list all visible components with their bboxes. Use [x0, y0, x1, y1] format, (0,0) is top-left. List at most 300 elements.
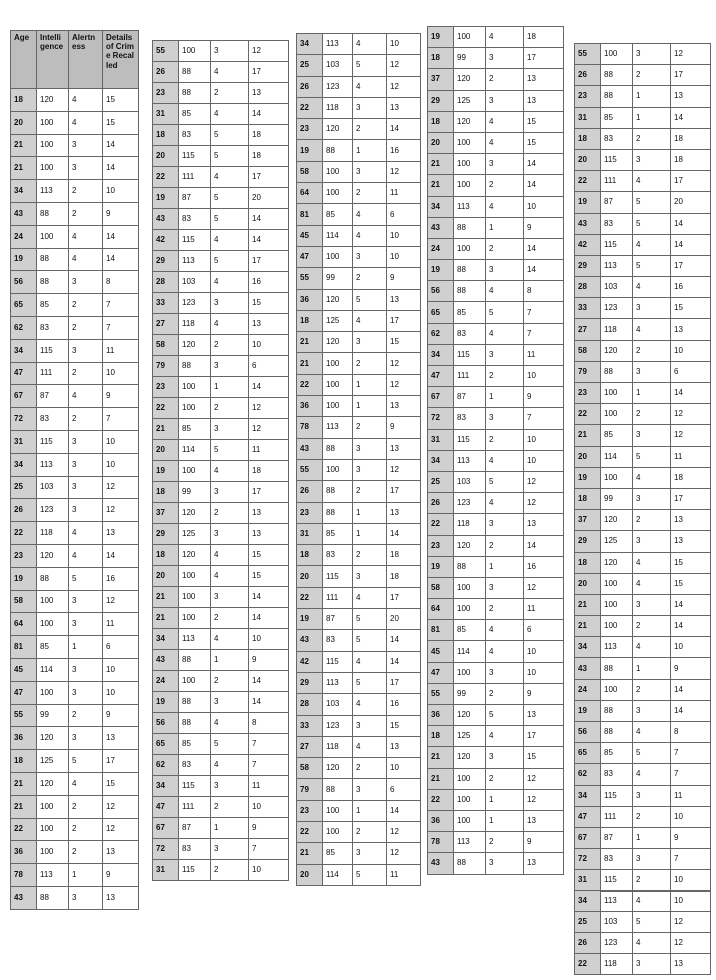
cell-details-recalled: 9 — [249, 818, 289, 839]
cell-alertness: 4 — [353, 34, 387, 55]
cell-details-recalled: 14 — [249, 377, 289, 398]
cell-age: 67 — [11, 385, 37, 408]
cell-age: 67 — [428, 387, 454, 408]
cell-alertness: 4 — [486, 620, 524, 641]
cell-alertness: 1 — [633, 107, 671, 128]
cell-age: 65 — [428, 302, 454, 323]
cell-details-recalled: 14 — [671, 234, 711, 255]
cell-intelligence: 113 — [454, 450, 486, 471]
cell-age: 24 — [428, 238, 454, 259]
cell-details-recalled: 12 — [671, 912, 711, 933]
table-row — [297, 161, 421, 182]
cell-details-recalled: 13 — [249, 314, 289, 335]
cell-intelligence: 113 — [323, 417, 353, 438]
cell-details-recalled: 12 — [387, 76, 421, 97]
cell-age: 45 — [428, 641, 454, 662]
table-row — [11, 294, 139, 317]
cell-details-recalled: 17 — [671, 255, 711, 276]
table-row — [428, 747, 564, 768]
cell-intelligence: 88 — [179, 650, 211, 671]
table-row — [297, 587, 421, 608]
cell-alertness: 4 — [69, 111, 103, 134]
cell-age: 34 — [11, 339, 37, 362]
table-row — [153, 335, 289, 356]
cell-age: 29 — [153, 251, 179, 272]
cell-intelligence: 83 — [454, 323, 486, 344]
table-row — [11, 886, 139, 909]
cell-age: 26 — [153, 62, 179, 83]
cell-alertness: 4 — [633, 277, 671, 298]
cell-intelligence: 120 — [601, 552, 633, 573]
table-row — [153, 503, 289, 524]
cell-intelligence: 115 — [179, 776, 211, 797]
cell-details-recalled: 9 — [249, 650, 289, 671]
cell-intelligence: 100 — [179, 587, 211, 608]
table-row — [428, 281, 564, 302]
cell-details-recalled: 17 — [671, 171, 711, 192]
table-row — [153, 167, 289, 188]
cell-age: 21 — [575, 616, 601, 637]
cell-alertness: 2 — [211, 860, 249, 881]
cell-details-recalled: 13 — [387, 97, 421, 118]
cell-details-recalled: 6 — [524, 620, 564, 641]
table-row — [153, 587, 289, 608]
cell-age: 43 — [297, 630, 323, 651]
cell-alertness: 4 — [353, 225, 387, 246]
table-row — [297, 779, 421, 800]
cell-intelligence: 120 — [323, 119, 353, 140]
cell-age: 34 — [297, 34, 323, 55]
cell-alertness: 4 — [69, 522, 103, 545]
cell-age: 45 — [297, 225, 323, 246]
cell-alertness: 3 — [211, 776, 249, 797]
cell-intelligence: 115 — [179, 146, 211, 167]
cell-alertness: 2 — [486, 768, 524, 789]
cell-details-recalled: 7 — [524, 302, 564, 323]
cell-age: 25 — [575, 912, 601, 933]
cell-alertness: 5 — [211, 146, 249, 167]
cell-details-recalled: 13 — [249, 503, 289, 524]
cell-details-recalled: 16 — [387, 140, 421, 161]
cell-alertness: 2 — [633, 340, 671, 361]
cell-intelligence: 111 — [601, 171, 633, 192]
cell-intelligence: 85 — [601, 425, 633, 446]
cell-intelligence: 113 — [179, 629, 211, 650]
table-row — [11, 362, 139, 385]
cell-intelligence: 88 — [454, 217, 486, 238]
table-row — [575, 255, 711, 276]
cell-alertness: 4 — [69, 772, 103, 795]
table-row — [575, 658, 711, 679]
cell-age: 65 — [11, 294, 37, 317]
cell-age: 22 — [575, 171, 601, 192]
cell-age: 20 — [575, 573, 601, 594]
cell-alertness: 2 — [69, 202, 103, 225]
cell-alertness: 3 — [633, 425, 671, 446]
cell-details-recalled: 10 — [671, 340, 711, 361]
table-row — [11, 636, 139, 659]
cell-details-recalled: 13 — [524, 705, 564, 726]
cell-details-recalled: 14 — [387, 651, 421, 672]
cell-alertness: 3 — [211, 482, 249, 503]
cell-age: 27 — [153, 314, 179, 335]
cell-details-recalled: 17 — [671, 65, 711, 86]
cell-details-recalled: 18 — [249, 125, 289, 146]
cell-details-recalled: 17 — [249, 482, 289, 503]
cell-alertness: 3 — [211, 692, 249, 713]
table-row — [153, 545, 289, 566]
table-row — [11, 658, 139, 681]
cell-details-recalled: 9 — [387, 417, 421, 438]
cell-intelligence: 123 — [323, 715, 353, 736]
cell-intelligence: 103 — [179, 272, 211, 293]
cell-age: 37 — [575, 510, 601, 531]
table-row — [153, 293, 289, 314]
cell-details-recalled: 9 — [103, 704, 139, 727]
table-row — [153, 461, 289, 482]
table-row — [297, 651, 421, 672]
cell-age: 36 — [297, 396, 323, 417]
cell-age: 27 — [575, 319, 601, 340]
cell-age: 43 — [11, 886, 37, 909]
cell-details-recalled: 13 — [103, 727, 139, 750]
cell-details-recalled: 9 — [103, 864, 139, 887]
cell-details-recalled: 6 — [671, 361, 711, 382]
cell-intelligence: 99 — [454, 683, 486, 704]
cell-intelligence: 115 — [601, 785, 633, 806]
cell-intelligence: 100 — [323, 821, 353, 842]
cell-details-recalled: 10 — [249, 629, 289, 650]
cell-intelligence: 120 — [454, 535, 486, 556]
cell-details-recalled: 16 — [671, 277, 711, 298]
cell-details-recalled: 6 — [387, 204, 421, 225]
cell-details-recalled: 13 — [671, 86, 711, 107]
cell-age: 65 — [153, 734, 179, 755]
table-row — [575, 467, 711, 488]
cell-age: 21 — [428, 175, 454, 196]
cell-intelligence: 125 — [323, 310, 353, 331]
table-row — [428, 217, 564, 238]
cell-intelligence: 103 — [454, 471, 486, 492]
cell-intelligence: 100 — [454, 238, 486, 259]
cell-alertness: 3 — [353, 438, 387, 459]
cell-details-recalled: 13 — [103, 841, 139, 864]
cell-intelligence: 100 — [323, 183, 353, 204]
cell-intelligence: 120 — [179, 545, 211, 566]
cell-intelligence: 88 — [323, 438, 353, 459]
cell-alertness: 2 — [633, 65, 671, 86]
cell-alertness: 2 — [69, 180, 103, 203]
cell-details-recalled: 9 — [387, 268, 421, 289]
cell-details-recalled: 16 — [387, 694, 421, 715]
cell-intelligence: 88 — [601, 700, 633, 721]
cell-details-recalled: 12 — [524, 577, 564, 598]
cell-alertness: 4 — [353, 651, 387, 672]
cell-intelligence: 83 — [179, 839, 211, 860]
cell-intelligence: 88 — [454, 281, 486, 302]
table-row — [297, 97, 421, 118]
cell-alertness: 3 — [633, 594, 671, 615]
table-row — [153, 104, 289, 125]
table-row — [11, 544, 139, 567]
cell-alertness: 3 — [69, 134, 103, 157]
cell-alertness: 4 — [211, 104, 249, 125]
cell-alertness: 4 — [211, 230, 249, 251]
cell-details-recalled: 15 — [524, 111, 564, 132]
cell-alertness: 2 — [486, 366, 524, 387]
cell-age: 20 — [153, 440, 179, 461]
table-row — [428, 90, 564, 111]
cell-details-recalled: 13 — [387, 502, 421, 523]
cell-alertness: 3 — [353, 246, 387, 267]
cell-details-recalled: 14 — [103, 544, 139, 567]
data-table-5 — [574, 43, 711, 892]
cell-intelligence: 87 — [601, 192, 633, 213]
table-row — [11, 134, 139, 157]
cell-details-recalled: 14 — [387, 630, 421, 651]
cell-intelligence: 100 — [601, 467, 633, 488]
table-row — [297, 310, 421, 331]
cell-alertness: 1 — [486, 810, 524, 831]
cell-alertness: 2 — [69, 408, 103, 431]
table-row — [428, 260, 564, 281]
cell-age: 21 — [428, 747, 454, 768]
table-row — [153, 377, 289, 398]
cell-intelligence: 88 — [37, 886, 69, 909]
cell-alertness: 3 — [69, 453, 103, 476]
cell-alertness: 3 — [486, 853, 524, 874]
cell-alertness: 2 — [486, 69, 524, 90]
cell-age: 55 — [11, 704, 37, 727]
cell-alertness: 3 — [353, 161, 387, 182]
cell-intelligence: 100 — [454, 577, 486, 598]
cell-alertness: 1 — [633, 86, 671, 107]
header-intelligence: Intelligence — [37, 31, 69, 89]
table-row — [575, 149, 711, 170]
table-row — [297, 459, 421, 480]
cell-details-recalled: 18 — [524, 27, 564, 48]
table-row — [153, 692, 289, 713]
cell-alertness: 3 — [211, 419, 249, 440]
cell-age: 19 — [153, 461, 179, 482]
table-row — [575, 86, 711, 107]
cell-age: 34 — [153, 629, 179, 650]
cell-alertness: 2 — [353, 545, 387, 566]
cell-intelligence: 123 — [179, 293, 211, 314]
cell-age: 31 — [575, 107, 601, 128]
cell-details-recalled: 7 — [103, 294, 139, 317]
cell-details-recalled: 16 — [524, 556, 564, 577]
table-row — [428, 683, 564, 704]
table-row — [428, 48, 564, 69]
cell-intelligence: 125 — [454, 726, 486, 747]
cell-age: 42 — [153, 230, 179, 251]
table-row — [297, 566, 421, 587]
cell-details-recalled: 13 — [671, 510, 711, 531]
cell-alertness: 2 — [633, 404, 671, 425]
cell-details-recalled: 12 — [249, 398, 289, 419]
cell-intelligence: 115 — [601, 870, 633, 891]
cell-age: 31 — [153, 104, 179, 125]
cell-intelligence: 120 — [37, 772, 69, 795]
cell-details-recalled: 12 — [249, 419, 289, 440]
cell-details-recalled: 15 — [671, 298, 711, 319]
cell-details-recalled: 15 — [249, 545, 289, 566]
table-row — [297, 736, 421, 757]
cell-details-recalled: 8 — [524, 281, 564, 302]
table-row — [11, 590, 139, 613]
cell-details-recalled: 18 — [671, 467, 711, 488]
cell-details-recalled: 10 — [103, 658, 139, 681]
table-row — [428, 705, 564, 726]
cell-details-recalled: 12 — [671, 44, 711, 65]
cell-details-recalled: 17 — [249, 62, 289, 83]
cell-alertness: 2 — [486, 238, 524, 259]
cell-age: 34 — [575, 891, 601, 912]
table-row — [153, 230, 289, 251]
cell-age: 18 — [153, 125, 179, 146]
cell-intelligence: 88 — [323, 481, 353, 502]
table-row — [11, 772, 139, 795]
cell-age: 20 — [297, 566, 323, 587]
cell-alertness: 3 — [353, 779, 387, 800]
cell-age: 21 — [11, 157, 37, 180]
cell-alertness: 1 — [353, 396, 387, 417]
cell-details-recalled: 12 — [387, 821, 421, 842]
table-row — [297, 672, 421, 693]
cell-intelligence: 113 — [601, 255, 633, 276]
table-row — [153, 608, 289, 629]
cell-age: 43 — [575, 658, 601, 679]
cell-alertness: 3 — [486, 260, 524, 281]
cell-details-recalled: 9 — [103, 385, 139, 408]
cell-intelligence: 120 — [179, 335, 211, 356]
cell-intelligence: 125 — [601, 531, 633, 552]
cell-age: 42 — [297, 651, 323, 672]
cell-alertness: 2 — [211, 398, 249, 419]
cell-alertness: 5 — [633, 213, 671, 234]
cell-intelligence: 100 — [454, 175, 486, 196]
cell-intelligence: 100 — [454, 132, 486, 153]
cell-intelligence: 99 — [323, 268, 353, 289]
cell-details-recalled: 12 — [103, 590, 139, 613]
cell-age: 47 — [153, 797, 179, 818]
cell-alertness: 3 — [69, 658, 103, 681]
cell-alertness: 3 — [633, 488, 671, 509]
cell-intelligence: 100 — [454, 810, 486, 831]
cell-intelligence: 100 — [37, 157, 69, 180]
cell-details-recalled: 8 — [249, 713, 289, 734]
table-row — [428, 789, 564, 810]
table-row — [575, 171, 711, 192]
cell-alertness: 4 — [211, 461, 249, 482]
cell-alertness: 3 — [353, 566, 387, 587]
table-row — [153, 839, 289, 860]
table-row — [11, 818, 139, 841]
cell-details-recalled: 6 — [387, 779, 421, 800]
table-row — [11, 750, 139, 773]
table-row — [428, 429, 564, 450]
cell-alertness: 3 — [486, 48, 524, 69]
cell-details-recalled: 14 — [524, 175, 564, 196]
cell-alertness: 4 — [486, 27, 524, 48]
cell-details-recalled: 7 — [249, 734, 289, 755]
cell-intelligence: 88 — [179, 713, 211, 734]
cell-details-recalled: 13 — [387, 438, 421, 459]
cell-alertness: 4 — [633, 552, 671, 573]
cell-intelligence: 99 — [454, 48, 486, 69]
cell-details-recalled: 12 — [387, 843, 421, 864]
cell-alertness: 4 — [633, 234, 671, 255]
table-row — [575, 891, 711, 912]
cell-alertness: 3 — [633, 954, 671, 975]
cell-age: 21 — [575, 594, 601, 615]
cell-age: 36 — [428, 810, 454, 831]
cell-alertness: 4 — [353, 204, 387, 225]
cell-details-recalled: 6 — [103, 636, 139, 659]
cell-age: 34 — [575, 785, 601, 806]
cell-intelligence: 114 — [601, 446, 633, 467]
cell-alertness: 2 — [353, 268, 387, 289]
cell-age: 67 — [153, 818, 179, 839]
data-table-3 — [296, 33, 421, 886]
cell-age: 33 — [575, 298, 601, 319]
table-row — [11, 339, 139, 362]
cell-details-recalled: 14 — [103, 134, 139, 157]
cell-details-recalled: 7 — [524, 323, 564, 344]
cell-alertness: 2 — [353, 758, 387, 779]
cell-details-recalled: 13 — [524, 514, 564, 535]
header-alertness: Alertness — [69, 31, 103, 89]
cell-alertness: 3 — [69, 157, 103, 180]
cell-alertness: 1 — [353, 523, 387, 544]
cell-intelligence: 99 — [601, 488, 633, 509]
cell-alertness: 2 — [633, 806, 671, 827]
cell-details-recalled: 13 — [671, 319, 711, 340]
cell-age: 79 — [575, 361, 601, 382]
cell-age: 25 — [428, 471, 454, 492]
cell-details-recalled: 10 — [103, 430, 139, 453]
cell-age: 79 — [297, 779, 323, 800]
table-row — [428, 577, 564, 598]
cell-details-recalled: 10 — [103, 453, 139, 476]
table-row — [153, 62, 289, 83]
table-row — [428, 302, 564, 323]
cell-age: 43 — [575, 213, 601, 234]
cell-intelligence: 87 — [601, 827, 633, 848]
table-row — [575, 446, 711, 467]
cell-age: 18 — [297, 545, 323, 566]
cell-details-recalled: 12 — [671, 404, 711, 425]
cell-details-recalled: 16 — [249, 272, 289, 293]
table-row — [153, 734, 289, 755]
cell-age: 37 — [153, 503, 179, 524]
cell-age: 58 — [297, 758, 323, 779]
cell-intelligence: 115 — [601, 149, 633, 170]
cell-intelligence: 87 — [179, 818, 211, 839]
cell-age: 55 — [297, 459, 323, 480]
cell-age: 43 — [153, 650, 179, 671]
cell-alertness: 3 — [211, 356, 249, 377]
table-row — [11, 841, 139, 864]
table-row — [297, 694, 421, 715]
cell-intelligence: 100 — [601, 44, 633, 65]
cell-details-recalled: 10 — [387, 225, 421, 246]
cell-intelligence: 100 — [601, 573, 633, 594]
table-row — [575, 531, 711, 552]
cell-details-recalled: 10 — [249, 860, 289, 881]
cell-age: 22 — [428, 789, 454, 810]
